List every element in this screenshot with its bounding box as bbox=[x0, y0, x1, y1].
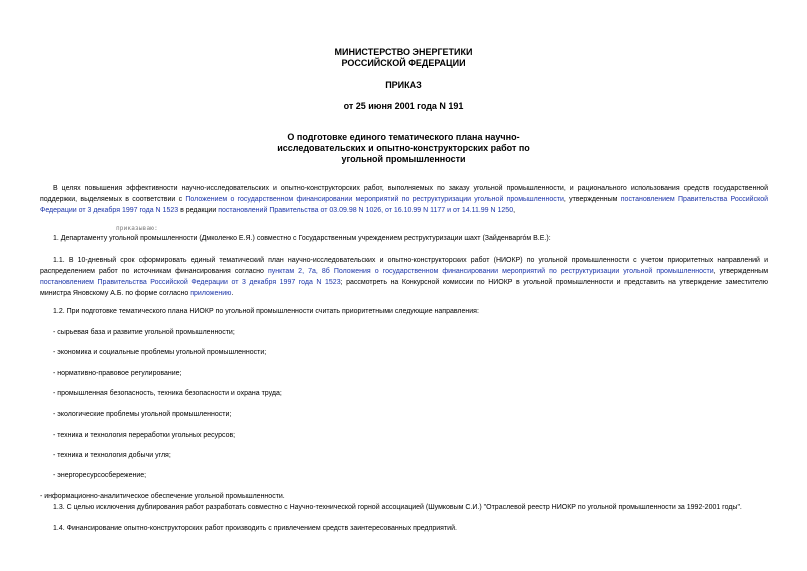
appendix-link[interactable]: приложению bbox=[190, 290, 232, 297]
regulation-points-link[interactable]: пунктам 2, 7а, 8б Положения о государственном финансировании мероприятий по реструктуризации угольной промышленности bbox=[268, 268, 714, 275]
direction-item-last: - информационно-аналитическое обеспечение угольной промышленности. bbox=[40, 493, 285, 500]
order-stamp: приказываю: bbox=[116, 225, 158, 232]
item-1-1-line-1: 1.1. В 10-дневный срок сформировать единый тематический план научно-исследовательских и опытно-конструкторских работ (НИОКР) по угольной промышленности с учетом приоритетных направлений и bbox=[53, 257, 768, 264]
preamble-line-3 bbox=[40, 205, 768, 216]
preamble-text: в редакции bbox=[178, 207, 219, 214]
preamble-text: , утвержденным bbox=[563, 196, 621, 203]
preamble-text: поддержки, выделяемых в соответствии с bbox=[40, 196, 186, 203]
item-1-3: 1.3. С целью исключения дублирования работ разработать совместно с Научно-технической горной ассоциацией (Шумковым С.И.) "Отраслевой реестр НИОКР по угольной промышленности за 1992-2001 годы". bbox=[53, 504, 742, 511]
item-1-1-line-2 bbox=[40, 266, 768, 277]
item-1: 1. Департаменту угольной промышленности (Дмколенко Е.Я.) совместно с Государственным учреждением реструктуризации шахт (Зайденварго́м В.Е.): bbox=[53, 235, 551, 242]
direction-item: - техника и технология переработки угольных ресурсов; bbox=[53, 432, 236, 439]
direction-item: - энергоресурсосбережение; bbox=[53, 472, 147, 479]
doc-type: ПРИКАЗ bbox=[385, 80, 422, 90]
preamble-text: , bbox=[513, 207, 516, 214]
decree-link[interactable]: постановлением Правительства Российской bbox=[620, 196, 769, 203]
decrees-amendment-link[interactable]: постановлений Правительства от 03.09.98 N 1026, от 16.10.99 N 1177 и от 14.11.99 N 1250 bbox=[218, 207, 514, 214]
decree-link[interactable]: постановлением Правительства Российской Федерации от 3 декабря 1997 года N 1523 bbox=[40, 279, 341, 286]
direction-item: - техника и технология добычи угля; bbox=[53, 452, 171, 459]
doc-title-line-2: исследовательских и опытно-конструкторских работ по bbox=[277, 143, 530, 153]
preamble-line-1: В целях повышения эффективности научно-исследовательских и опытно-конструкторских работ, выполняемых по заказу угольной промышленности, и рационального использования средств государственной bbox=[53, 185, 768, 192]
direction-item: - экологические проблемы угольной промышленности; bbox=[53, 411, 232, 418]
direction-item: - сырьевая база и развитие угольной промышленности; bbox=[53, 329, 235, 336]
item-1-1-line-3 bbox=[40, 277, 768, 288]
item-text: . bbox=[231, 290, 234, 297]
preamble-line-2 bbox=[40, 194, 768, 205]
item-text: распределением работ по источникам финансирования согласно bbox=[40, 268, 268, 275]
item-text: , утвержденным bbox=[713, 268, 769, 275]
direction-item: - экономика и социальные проблемы угольной промышленности; bbox=[53, 349, 267, 356]
doc-date-number: от 25 июня 2001 года N 191 bbox=[343, 101, 464, 111]
decree-link[interactable]: Федерации от 3 декабря 1997 года N 1523 bbox=[40, 207, 179, 214]
item-text: ; рассмотреть на Конкурсной комиссии по НИОКР в угольной промышленности и представить на утверждение заместителю bbox=[340, 279, 768, 286]
regulation-link[interactable]: Положением о государственном финансировании мероприятий по реструктуризации угольной промышленности bbox=[185, 196, 564, 203]
doc-title-line-1: О подготовке единого тематического плана научно- bbox=[287, 132, 520, 142]
ministry-line-2: РОССИЙСКОЙ ФЕДЕРАЦИИ bbox=[341, 58, 466, 68]
direction-item: - нормативно-правовое регулирование; bbox=[53, 370, 182, 377]
item-1-4: 1.4. Финансирование опытно-конструкторских работ производить с привлечением средств заинтересованных предприятий. bbox=[53, 525, 457, 532]
direction-item: - промышленная безопасность, техника безопасности и охрана труда; bbox=[53, 390, 282, 397]
ministry-line-1: МИНИСТЕРСТВО ЭНЕРГЕТИКИ bbox=[334, 47, 473, 57]
item-text: министра Яновскому А.Б. по форме согласно bbox=[40, 290, 191, 297]
item-1-2: 1.2. При подготовке тематического плана НИОКР по угольной промышленности считать приоритетными следующие направления: bbox=[53, 308, 479, 315]
doc-title-line-3: угольной промышленности bbox=[341, 154, 466, 164]
item-1-1-line-4 bbox=[40, 288, 768, 299]
